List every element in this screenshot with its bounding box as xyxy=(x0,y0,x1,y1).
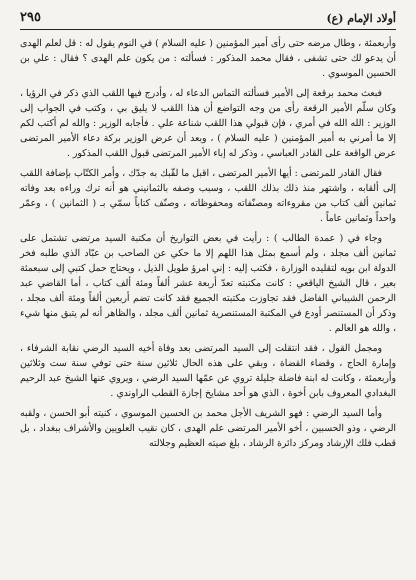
paragraph-4: وجاء في ( عمدة الطالب ) : رأيت في بعض التواريخ أن مكتبة السيد مرتضى تشتمل على ثمانين ألف مجلد ، ولم أسمع بمثل هذا اللهم إلا ما حكي عن الصاحب بن عبّاد الذي طلبه فخر الدولة ابن بويه لتقليده الوزارة ، فكتب إليه : إني امرؤ طويل الذيل ، ويحتاج حمل كتبي إلى سبعمئة بعير ، قال الشيخ الياقعي : كانت مكتبته تعدّ أربعة عشر ألفاً ومئة ألف كتاب ، أما القاضي عبد الرحمن الشيباني الفاضل فقد تجاوزت مكتبته الجميع فقد كانت تضم أربعين ألفاً ومئة ألف مجلد ، وذكر أن المستنصر أودع في المكتبة المستنصرية ثمانين ألف مجلد ، والظاهر أنه لم يتبق منها شيء ، والله هو العالم . xyxy=(20,233,396,334)
page-body xyxy=(20,36,396,451)
page-header xyxy=(20,10,396,30)
paragraph-6: وأما السيد الرضي : فهو الشريف الأجل محمد بن الحسين الموسوي ، كنيته أبو الحسن ، ولقبه الرضي ، وذو الحسبين ، أخو الأمير المرتضى علم الهدى ، كان نقيب العلويين والأشراف ببغداد ، بل قطب فلك الإرشاد ومركز دائرة الرشاد ، بلغ صيته العظيم وجلالته xyxy=(20,408,396,449)
page-number: ٢٩٥ xyxy=(20,10,41,25)
paragraph-2: فبعث محمد برقعة إلى الأمير فسألته التماس الدعاء له ، وأدرج فيها اللقب الذي ذكر في الرؤيا ، وكان سلّم الأمير الرقعة رأى من وجه التواضع أن هذا اللقب لا يليق بي ، وكتب في الجواب إلى الوزير : الله الله في أمري ، فإن قبولي هذا اللقب شناعة علي . فأجابه الوزير : والله لم أكتب لكم إلا ما أمرني به أمير المؤمنين ( عليه السلام ) ، وبعد أن عرض الوزير بركة دعاء الأمير المرتضى عرض الواقعة على القادر العباسي ، وذكر له إباء الأمير المرتضى قبول اللقب المذكور . xyxy=(20,88,396,159)
paragraph-3: فقال القادر للمرتضى : أيها الأمير المرتضى ، اقبل ما لقّبك به جدّك ، وأمر الكتّاب بإضافة اللقب إلى ألقابه ، واشتهر منذ ذلك بذلك اللقب ، وسبب وصفه بالثمانيني هو أنه ترك وراءه بعد وفاته ثمانين ألف كتاب من مقروءاته ومصنّفاته ومحفوظاته ، وصنّف كتاباً سمّي بـ ( الثمانين ) ، وعمّر واحداً وثمانين عاماً . xyxy=(20,168,396,224)
running-title: أولاد الإمام (ع) xyxy=(326,12,396,25)
paragraph-1: وأربعمئة ، وطال مرضه حتى رأى أمير المؤمنين ( عليه السلام ) في النوم يقول له : قل لعلم الهدى أن يدعو لك حتى تشفى ، فقال محمد المذكور : فسألته : من يكون علم الهدى ؟ فقال : علي بن الحسين الموسوي . xyxy=(20,38,396,79)
paragraph-5: ومجمل القول ، فقد انتقلت إلى السيد المرتضى بعد وفاة أخيه السيد الرضي نقابة الشرفاء ، وإمارة الحاج ، وقضاء القضاة ، وبقي على هذه الحال ثلاثين سنة حتى توفي سنة ست وثلاثين وأربعمئة ، وكانت له ابنة فاضلة جليلة تروي عن عمّها السيد الرضي ، ويروي عنها الشيخ عبد الرحيم البغدادي المعروف بابن أخوة ، الذي هو أحد مشايخ إجازة القطب الراوندي . xyxy=(20,343,396,399)
